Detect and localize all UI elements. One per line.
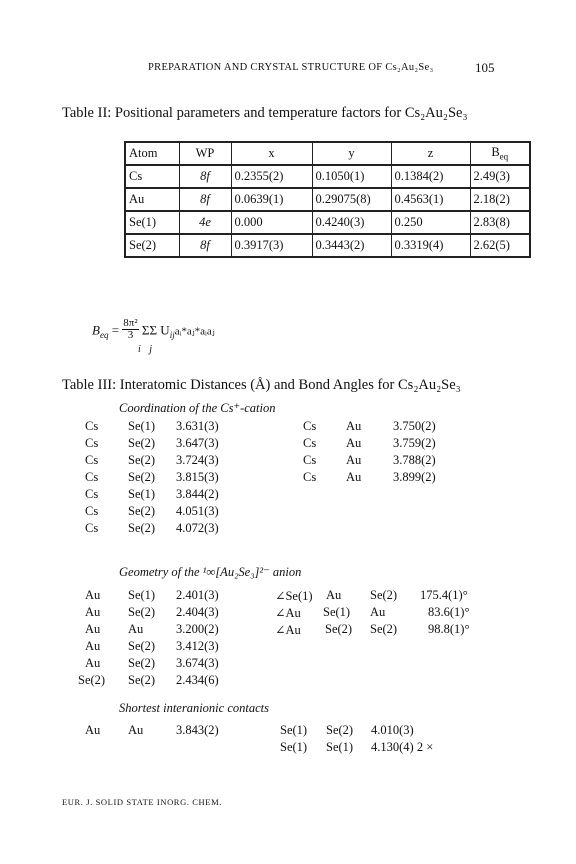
formula-equals: = [111, 322, 120, 338]
angle-atom-c: Au [370, 605, 386, 619]
col-header-beq: $B_{eq}$ [470, 142, 530, 165]
distance: 4.051(3) [176, 504, 219, 518]
beq-cell: 2.62(5) [470, 234, 530, 257]
atom-a: Cs [85, 453, 99, 467]
formula-lhs: B [92, 322, 100, 338]
wp-cell: 4e [179, 211, 231, 234]
col-header-x: x [231, 142, 312, 165]
distance: 4.010(3) [371, 723, 414, 737]
angle-atom-b: Au [326, 588, 342, 602]
running-header: PREPARATION AND CRYSTAL STRUCTURE OF Cs₂Au₂Se₃ [148, 62, 434, 73]
atom-a: Au [85, 588, 101, 602]
table-header-row [125, 142, 530, 165]
atom-a: Au [85, 723, 101, 737]
y-cell: 0.1050(1) [312, 165, 391, 188]
atom-cell: Cs [125, 165, 179, 188]
formula-numerator: 8π² [123, 317, 138, 329]
angle-atom-a: ∠Se(1) [275, 589, 313, 603]
atom-a: Cs [303, 419, 317, 433]
atom-b: Au [346, 470, 362, 484]
distance: 3.750(2) [393, 419, 436, 433]
atom-b: Se(1) [128, 487, 156, 501]
angle-atom-b: Se(1) [323, 605, 351, 619]
atom-b: Se(2) [128, 436, 156, 450]
formula-indices: i j [138, 344, 153, 355]
distance: 2.401(3) [176, 588, 219, 602]
col-header-z: z [391, 142, 470, 165]
atom-b: Se(1) [128, 419, 156, 433]
atom-b: Au [346, 436, 362, 450]
formula-denominator: 3 [127, 329, 134, 341]
atom-a: Se(1) [280, 740, 308, 754]
x-cell: 0.2355(2) [231, 165, 312, 188]
x-cell: 0.3917(3) [231, 234, 312, 257]
atom-a: Cs [85, 487, 99, 501]
distance: 3.843(2) [176, 723, 219, 737]
section-title-anion-geometry: Geometry of the ¹∞[Au₂Se₃]²⁻ anion [119, 565, 302, 579]
atom-a: Au [85, 639, 101, 653]
atom-b: Au [128, 723, 144, 737]
atom-b: Au [346, 453, 362, 467]
angle-atom-c: Se(2) [370, 588, 398, 602]
atom-a: Cs [85, 521, 99, 535]
atom-b: Se(2) [128, 504, 156, 518]
wp-cell: 8f [179, 165, 231, 188]
z-cell: 0.1384(2) [391, 165, 470, 188]
angle-value: 98.8(1)° [428, 622, 470, 636]
distance: 4.072(3) [176, 521, 219, 535]
angle-value: 175.4(1)° [420, 588, 468, 602]
distance: 3.844(2) [176, 487, 219, 501]
table-row [125, 188, 530, 211]
formula-lhs-sub: eq [99, 330, 109, 341]
distance: 3.674(3) [176, 656, 219, 670]
distance: 2.434(6) [176, 673, 219, 687]
beq-cell: 2.18(2) [470, 188, 530, 211]
atom-a: Se(2) [78, 673, 106, 687]
beq-cell: 2.49(3) [470, 165, 530, 188]
beq-cell: 2.83(8) [470, 211, 530, 234]
x-cell: 0.0639(1) [231, 188, 312, 211]
distance: 3.412(3) [176, 639, 219, 653]
table3-caption: Table III: Interatomic Distances (Å) and Bond Angles for Cs₂Au₂Se₃ [62, 377, 461, 393]
atom-b: Au [346, 419, 362, 433]
atom-a: Au [85, 605, 101, 619]
wp-cell: 8f [179, 234, 231, 257]
positional-parameters-table [124, 141, 531, 258]
table-row [125, 234, 530, 257]
x-cell: 0.000 [231, 211, 312, 234]
distance: 3.631(3) [176, 419, 219, 433]
angle-atom-c: Se(2) [370, 622, 398, 636]
z-cell: 0.3319(4) [391, 234, 470, 257]
table2-caption: Table II: Positional parameters and temperature factors for Cs₂Au₂Se₃ [62, 105, 468, 121]
atom-a: Cs [303, 470, 317, 484]
distance: 3.724(3) [176, 453, 219, 467]
col-header-y: y [312, 142, 391, 165]
atom-a: Cs [85, 436, 99, 450]
table-row [125, 211, 530, 234]
atom-a: Cs [303, 436, 317, 450]
atom-b: Se(2) [128, 521, 156, 535]
atom-b: Se(1) [326, 740, 354, 754]
angle-atom-a: ∠Au [275, 606, 301, 620]
atom-b: Se(2) [128, 639, 156, 653]
formula-body: ΣΣ U [141, 322, 170, 338]
wp-cell: 8f [179, 188, 231, 211]
atom-b: Se(2) [128, 673, 156, 687]
journal-footer: EUR. J. SOLID STATE INORG. CHEM. [62, 797, 222, 807]
formula-fraction [122, 318, 138, 341]
atom-a: Au [85, 656, 101, 670]
y-cell: 0.4240(3) [312, 211, 391, 234]
atom-cell: Se(1) [125, 211, 179, 234]
distance: 3.815(3) [176, 470, 219, 484]
distance: 3.200(2) [176, 622, 219, 636]
y-cell: 0.29075(8) [312, 188, 391, 211]
distance: 3.759(2) [393, 436, 436, 450]
atom-a: Cs [303, 453, 317, 467]
z-cell: 0.4563(1) [391, 188, 470, 211]
formula-body-rest: aᵢ*aⱼ*aᵢaⱼ [174, 325, 215, 338]
z-cell: 0.250 [391, 211, 470, 234]
atom-b: Se(1) [128, 588, 156, 602]
atom-cell: Se(2) [125, 234, 179, 257]
col-header-atom: Atom [125, 142, 179, 165]
atom-a: Cs [85, 504, 99, 518]
atom-b: Se(2) [128, 605, 156, 619]
atom-b: Se(2) [128, 453, 156, 467]
distance: 3.647(3) [176, 436, 219, 450]
section-title-interanionic-contacts: Shortest interanionic contacts [119, 701, 269, 715]
atom-b: Se(2) [128, 470, 156, 484]
atom-a: Se(1) [280, 723, 308, 737]
atom-b: Se(2) [128, 656, 156, 670]
formula-body-sub: ij [169, 330, 175, 341]
atom-b: Au [128, 622, 144, 636]
page-number: 105 [475, 60, 495, 75]
distance: 3.788(2) [393, 453, 436, 467]
distance: 3.899(2) [393, 470, 436, 484]
distance: 4.130(4) 2 × [371, 740, 434, 754]
atom-a: Cs [85, 419, 99, 433]
table-row [125, 165, 530, 188]
beq-formula [92, 317, 215, 341]
atom-cell: Au [125, 188, 179, 211]
atom-a: Au [85, 622, 101, 636]
atom-b: Se(2) [326, 723, 354, 737]
angle-atom-b: Se(2) [325, 622, 353, 636]
col-header-wp: WP [179, 142, 231, 165]
distance: 2.404(3) [176, 605, 219, 619]
angle-value: 83.6(1)° [428, 605, 470, 619]
angle-atom-a: ∠Au [275, 623, 301, 637]
section-title-cs-coordination: Coordination of the Cs⁺-cation [119, 401, 276, 415]
atom-a: Cs [85, 470, 99, 484]
y-cell: 0.3443(2) [312, 234, 391, 257]
